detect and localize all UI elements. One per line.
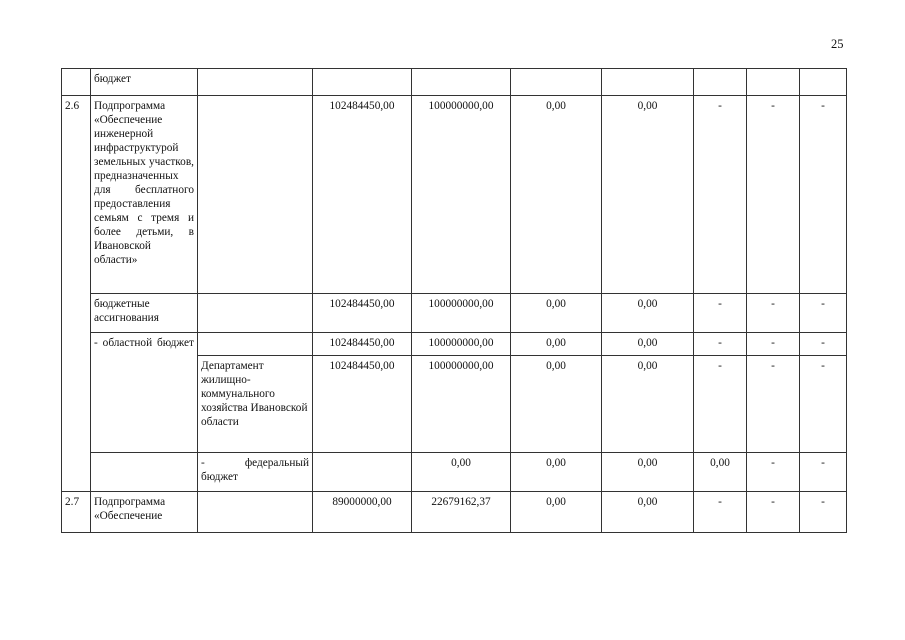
value-cell: 0,00: [602, 294, 694, 333]
dash-cell: -: [800, 453, 847, 492]
row-name: Подпрограмма «Обеспечение: [91, 492, 198, 533]
value-cell: [511, 69, 602, 96]
value-cell: [313, 69, 412, 96]
table-row: [62, 294, 847, 333]
table-row: [62, 69, 847, 96]
value-cell: 0,00: [602, 96, 694, 294]
dash-cell: -: [800, 96, 847, 294]
value-cell: 100000000,00: [412, 96, 511, 294]
dash-cell: -: [747, 453, 800, 492]
dash-cell: -: [694, 356, 747, 453]
value-cell: 102484450,00: [313, 294, 412, 333]
row-executor: [198, 492, 313, 533]
value-cell: 100000000,00: [412, 333, 511, 356]
dash-cell: -: [747, 356, 800, 453]
dash-cell: -: [747, 333, 800, 356]
row-name: бюджет: [91, 69, 198, 96]
dash-cell: [747, 69, 800, 96]
dash-cell: -: [694, 333, 747, 356]
budget-table: [61, 68, 847, 533]
dash-cell: -: [694, 96, 747, 294]
value-cell: 102484450,00: [313, 333, 412, 356]
value-cell: 89000000,00: [313, 492, 412, 533]
value-cell: 102484450,00: [313, 96, 412, 294]
value-cell: 0,00: [511, 453, 602, 492]
row-number: [91, 453, 198, 492]
dash-cell: -: [747, 492, 800, 533]
row-name: Подпрограмма «Обеспечение инженерной инфраструктурой земельных участков, предназначенных для бесплатного предоставления семьям с тремя и более детьми, в Ивановской области»: [91, 96, 198, 294]
value-cell: [602, 69, 694, 96]
value-cell: 0,00: [602, 492, 694, 533]
dash-cell: -: [800, 356, 847, 453]
dash-cell: -: [747, 294, 800, 333]
value-cell: 100000000,00: [412, 356, 511, 453]
value-cell: 0,00: [511, 96, 602, 294]
table-row: [62, 453, 847, 492]
regional-budget-label: - областной бюджет: [94, 337, 194, 349]
row-executor: [198, 69, 313, 96]
row-executor: [198, 294, 313, 333]
dash-cell: -: [694, 294, 747, 333]
value-cell: 0,00: [511, 356, 602, 453]
table-row: [62, 492, 847, 533]
row-executor: [198, 96, 313, 294]
dash-cell: -: [747, 96, 800, 294]
row-executor: [313, 453, 412, 492]
dash-cell: -: [694, 492, 747, 533]
value-cell: 102484450,00: [313, 356, 412, 453]
value-cell: 0,00: [602, 453, 694, 492]
row-name: бюджетные ассигнования: [91, 294, 198, 333]
value-cell: 0,00: [694, 453, 747, 492]
row-executor: Департамент жилищно-коммунального хозяйства Ивановской области: [198, 356, 313, 453]
row-name: [91, 333, 198, 453]
value-cell: 0,00: [602, 356, 694, 453]
table-row: [62, 333, 847, 356]
value-cell: 0,00: [602, 333, 694, 356]
row-executor: [198, 333, 313, 356]
page-number: 25: [831, 37, 844, 51]
value-cell: 0,00: [511, 333, 602, 356]
row-number: 2.7: [62, 492, 91, 533]
row-name: [198, 453, 313, 492]
table-row: [62, 96, 847, 294]
value-cell: 22679162,37: [412, 492, 511, 533]
dash-cell: -: [800, 294, 847, 333]
value-cell: 0,00: [412, 453, 511, 492]
dash-cell: [694, 69, 747, 96]
dash-cell: -: [800, 492, 847, 533]
dash-cell: -: [800, 333, 847, 356]
value-cell: [412, 69, 511, 96]
row-number: 2.6: [62, 96, 91, 492]
dash-cell: [800, 69, 847, 96]
value-cell: 0,00: [511, 492, 602, 533]
value-cell: 0,00: [511, 294, 602, 333]
value-cell: 100000000,00: [412, 294, 511, 333]
row-number: [62, 69, 91, 96]
federal-budget-label: - федеральный бюджет: [201, 457, 309, 483]
